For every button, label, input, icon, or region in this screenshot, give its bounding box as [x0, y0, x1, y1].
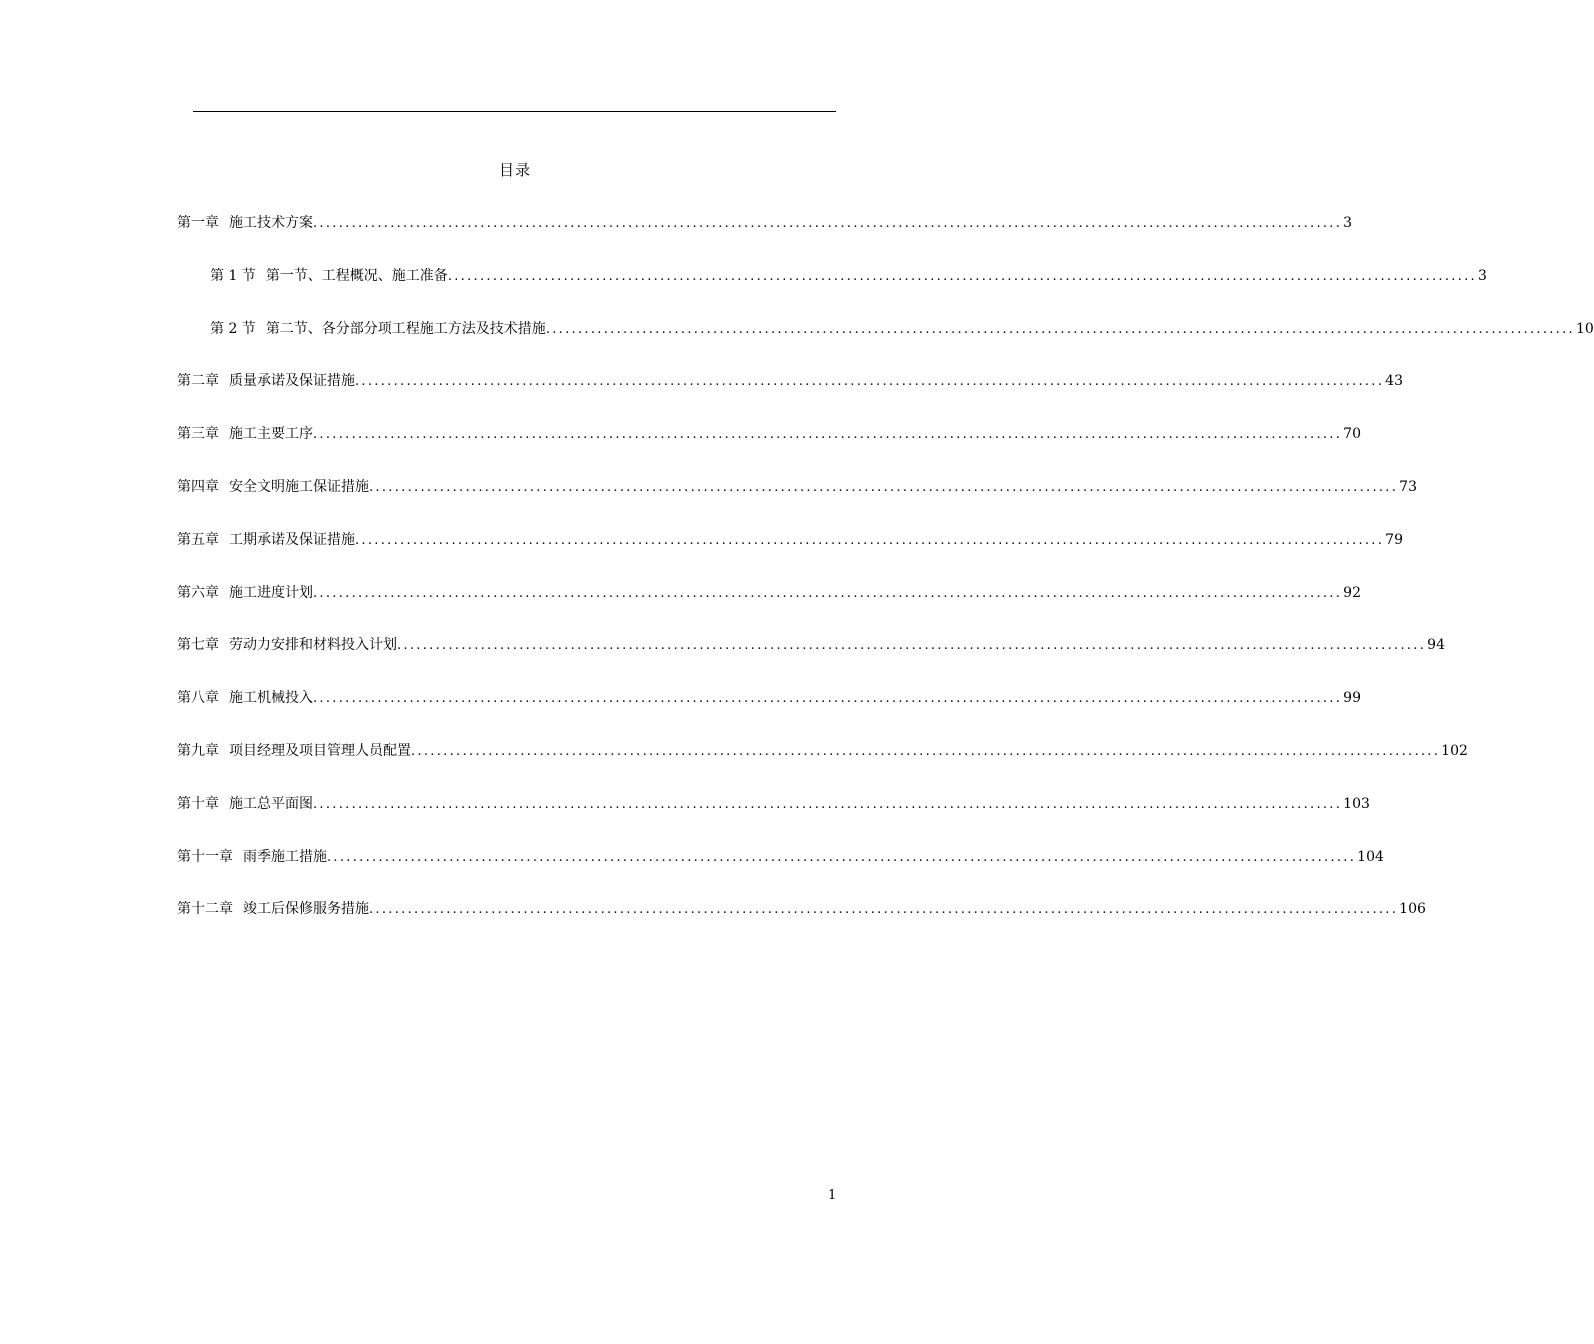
- toc-entry-number: 第 1 节: [210, 267, 256, 284]
- toc-leader-dots: ................................................................................................................................................................: [313, 796, 1343, 812]
- toc-entry-number: 第十一章: [177, 848, 233, 865]
- toc-entry-number: 第十二章: [177, 901, 233, 918]
- toc-entry-number: 第一章: [177, 215, 219, 231]
- toc-entry-label: [210, 317, 546, 341]
- toc-entry-page: 92: [1343, 584, 1361, 601]
- toc-entry-title: 施工主要工序: [229, 426, 313, 443]
- toc-entry-title: 施工总平面图: [229, 795, 313, 812]
- toc-entry-5[interactable]: [177, 422, 1361, 475]
- toc-title: 目录: [498, 161, 531, 179]
- toc-entry-label: [177, 475, 369, 499]
- toc-entry-label: [177, 422, 313, 446]
- toc-entry-number: 第二章: [177, 373, 219, 390]
- toc-entry-11[interactable]: [177, 739, 1468, 792]
- toc-entry-10[interactable]: [177, 686, 1361, 739]
- toc-leader-dots: ................................................................................................................................................................: [313, 216, 1343, 231]
- toc-leader-dots: ................................................................................................................................................................: [545, 321, 1575, 337]
- toc-entry-1[interactable]: [177, 211, 1353, 264]
- toc-leader-dots: ................................................................................................................................................................: [397, 638, 1427, 654]
- toc-entry-title: 雨季施工措施: [243, 848, 327, 865]
- toc-leader-dots: ................................................................................................................................................................: [447, 268, 1477, 284]
- toc-entry-title: 安全文明施工保证措施: [229, 478, 369, 495]
- toc-entry-label: [177, 528, 355, 552]
- toc-entry-page: 3: [1343, 215, 1353, 231]
- toc-entry-3[interactable]: [177, 317, 1594, 370]
- toc-entry-title: 竣工后保修服务措施: [243, 901, 369, 918]
- toc-entry-9[interactable]: [177, 633, 1445, 686]
- toc-leader-dots: ................................................................................................................................................................: [355, 374, 1385, 390]
- toc-leader-dots: ................................................................................................................................................................: [313, 585, 1343, 601]
- page-number: 1: [828, 1188, 837, 1203]
- toc-entry-number: 第五章: [177, 531, 219, 548]
- toc-entry-page: 3: [1477, 267, 1487, 284]
- toc-entry-label: [177, 581, 313, 605]
- toc-entry-page: 103: [1343, 795, 1370, 812]
- toc-entry-12[interactable]: [177, 792, 1370, 845]
- toc-entry-title: 第一节、工程概况、施工准备: [265, 267, 448, 284]
- toc-leader-dots: ................................................................................................................................................................: [313, 691, 1343, 707]
- toc-entry-number: 第四章: [177, 478, 219, 495]
- toc-entry-14[interactable]: [177, 897, 1426, 950]
- toc-entry-number: 第九章: [177, 742, 219, 759]
- toc-entry-label: [177, 633, 397, 657]
- toc-leader-dots: ................................................................................................................................................................: [369, 902, 1399, 918]
- toc-entry-page: 99: [1343, 690, 1361, 707]
- toc-leader-dots: ................................................................................................................................................................: [411, 743, 1441, 759]
- toc-entry-title: 项目经理及项目管理人员配置: [229, 742, 411, 759]
- toc-entry-page: 79: [1385, 531, 1403, 548]
- toc-entry-label: [177, 897, 369, 921]
- toc-entry-2[interactable]: [177, 264, 1487, 317]
- table-of-contents: [177, 211, 1594, 950]
- header-rule: [193, 111, 836, 112]
- toc-entry-title: 质量承诺及保证措施: [229, 373, 355, 390]
- toc-entry-page: 102: [1441, 742, 1468, 759]
- toc-entry-page: 94: [1427, 637, 1445, 654]
- toc-entry-title: 施工技术方案: [229, 215, 313, 231]
- toc-entry-title: 施工机械投入: [229, 690, 313, 707]
- toc-entry-number: 第十章: [177, 795, 219, 812]
- toc-entry-page: 10: [1575, 320, 1594, 337]
- toc-entry-page: 70: [1343, 426, 1361, 443]
- toc-leader-dots: ................................................................................................................................................................: [355, 532, 1385, 548]
- toc-entry-title: 工期承诺及保证措施: [229, 531, 355, 548]
- toc-entry-8[interactable]: [177, 581, 1361, 634]
- toc-entry-13[interactable]: [177, 845, 1384, 898]
- toc-entry-label: [177, 792, 313, 816]
- toc-entry-number: 第 2 节: [210, 320, 256, 337]
- toc-leader-dots: ................................................................................................................................................................: [313, 427, 1343, 443]
- toc-entry-7[interactable]: [177, 528, 1403, 581]
- toc-entry-page: 73: [1399, 478, 1417, 495]
- toc-entry-number: 第八章: [177, 690, 219, 707]
- toc-entry-number: 第三章: [177, 426, 219, 443]
- toc-leader-dots: ................................................................................................................................................................: [369, 479, 1399, 495]
- toc-entry-label: [177, 739, 411, 763]
- toc-entry-6[interactable]: [177, 475, 1417, 528]
- toc-entry-label: [177, 686, 313, 710]
- toc-entry-label: [177, 211, 313, 235]
- toc-entry-number: 第七章: [177, 637, 219, 654]
- toc-entry-label: [177, 845, 327, 869]
- toc-entry-title: 第二节、各分部分项工程施工方法及技术措施: [265, 320, 546, 337]
- toc-entry-title: 劳动力安排和材料投入计划: [229, 637, 397, 654]
- toc-entry-number: 第六章: [177, 584, 219, 601]
- toc-entry-label: [210, 264, 448, 288]
- toc-entry-4[interactable]: [177, 369, 1403, 422]
- toc-entry-page: 106: [1399, 901, 1426, 918]
- toc-leader-dots: ................................................................................................................................................................: [327, 849, 1357, 865]
- toc-entry-title: 施工进度计划: [229, 584, 313, 601]
- toc-entry-page: 43: [1385, 373, 1403, 390]
- toc-entry-page: 104: [1357, 848, 1384, 865]
- toc-entry-label: [177, 369, 355, 393]
